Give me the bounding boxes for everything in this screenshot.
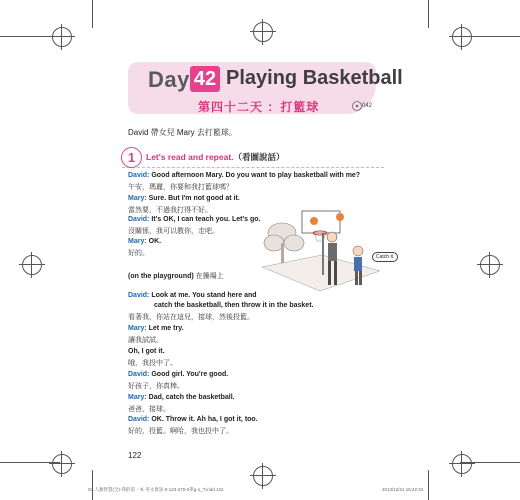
page-number: 122: [128, 451, 142, 460]
dialogue-translation: 爸爸，接球。: [128, 406, 170, 413]
basketball-illustration: [262, 205, 386, 303]
dialogue-translation: 沒關係，我可以教你，走吧。: [128, 228, 219, 235]
dialogue-translation: 好的。: [128, 250, 149, 257]
section-title: [146, 151, 285, 163]
dialogue-en: Let me try.: [148, 325, 184, 332]
dialogue-line: [128, 172, 360, 179]
page-title: Playing Basketball: [226, 67, 403, 89]
registration-mark-icon: [22, 255, 42, 275]
crop-mark: [428, 470, 429, 500]
dialogue-line: [128, 325, 184, 332]
dialogue-en: It's OK, I can teach you. Let's go.: [151, 216, 261, 223]
dialogue-en: Dad, catch the basketball.: [148, 394, 235, 401]
print-slug: 03-人類智慧(全)-我的第一本 英文會話-0-123-270-0單g-1_T.indd 122: [88, 487, 224, 492]
crop-mark: [92, 0, 93, 28]
registration-mark-icon: [452, 27, 472, 47]
speaker-label: David:: [128, 416, 150, 423]
speaker-label: Mary:: [128, 325, 147, 332]
dialogue-translation: 當然要，不過我打得不好。: [128, 207, 212, 214]
dialogue-translation: 哦，我投中了。: [128, 360, 177, 367]
speaker-label: David:: [128, 371, 150, 378]
dialogue-translation: 午安，瑪麗，你要和我打籃球嗎？: [128, 184, 233, 191]
dialogue-line: [128, 238, 161, 245]
dialogue-line: [128, 394, 235, 401]
section-title-en: Let's read and repeat.: [146, 152, 234, 162]
dialogue-line: [128, 371, 228, 378]
registration-mark-icon: [52, 454, 72, 474]
dialogue-line: Oh, I got it.: [128, 348, 165, 355]
dialogue-en: OK. Throw it. Ah ha, I got it, too.: [151, 416, 258, 423]
speaker-label: David:: [128, 292, 150, 299]
scene-note-en: (on the playground): [128, 273, 194, 280]
print-timestamp: 2013/12/21 15:42:34: [382, 487, 424, 492]
speaker-label: David:: [128, 172, 150, 179]
page-subtitle: 第四十二天 ：打籃球: [198, 100, 320, 114]
dialogue-line: [128, 416, 258, 423]
dialogue-en: OK.: [148, 238, 162, 245]
dialogue-line: [128, 216, 261, 223]
dialogue-translation: 看著我，你站在這兒，接球，然後投籃。: [128, 314, 254, 321]
registration-mark-icon: [480, 255, 500, 275]
registration-mark-icon: [452, 454, 472, 474]
day-label: Day: [148, 67, 190, 92]
scene-note: [128, 271, 224, 281]
intro-text: David 帶女兒 Mary 去打籃球。: [128, 128, 237, 137]
section-title-cn: （看圖說話）: [233, 152, 285, 162]
crop-mark: [92, 470, 93, 500]
dialogue-translation: 好孩子，你真棒。: [128, 383, 184, 390]
audio-track-number: 042: [362, 103, 373, 109]
dialogue-en: Sure. But I'm not good at it.: [148, 195, 240, 202]
speaker-label: David:: [128, 216, 150, 223]
section-number: 1: [121, 147, 142, 168]
dialogue-line-continued: catch the basketball, then throw it in the basket.: [154, 302, 314, 309]
dialogue-translation: 好的，投籃。啊哈，我也投中了。: [128, 428, 233, 435]
dialogue-line: [128, 292, 257, 299]
dialogue-en: Good afternoon Mary. Do you want to play basketball with me?: [151, 172, 361, 179]
registration-mark-icon: [52, 27, 72, 47]
scene-note-cn: 在操場上: [195, 273, 224, 280]
speech-bubble: Catch it.: [372, 252, 398, 262]
crop-mark: [428, 0, 429, 28]
dialogue-en: Good girl. You're good.: [151, 371, 229, 378]
registration-mark-icon: [253, 466, 273, 486]
registration-mark-icon: [253, 22, 273, 42]
day-number-badge: 42: [190, 66, 220, 92]
dialogue-en: Look at me. You stand here and: [151, 292, 257, 299]
speaker-label: Mary:: [128, 238, 147, 245]
dialogue-translation: 讓我試試。: [128, 337, 163, 344]
dialogue-line: [128, 195, 240, 202]
speaker-label: Mary:: [128, 394, 147, 401]
speaker-label: Mary:: [128, 195, 147, 202]
